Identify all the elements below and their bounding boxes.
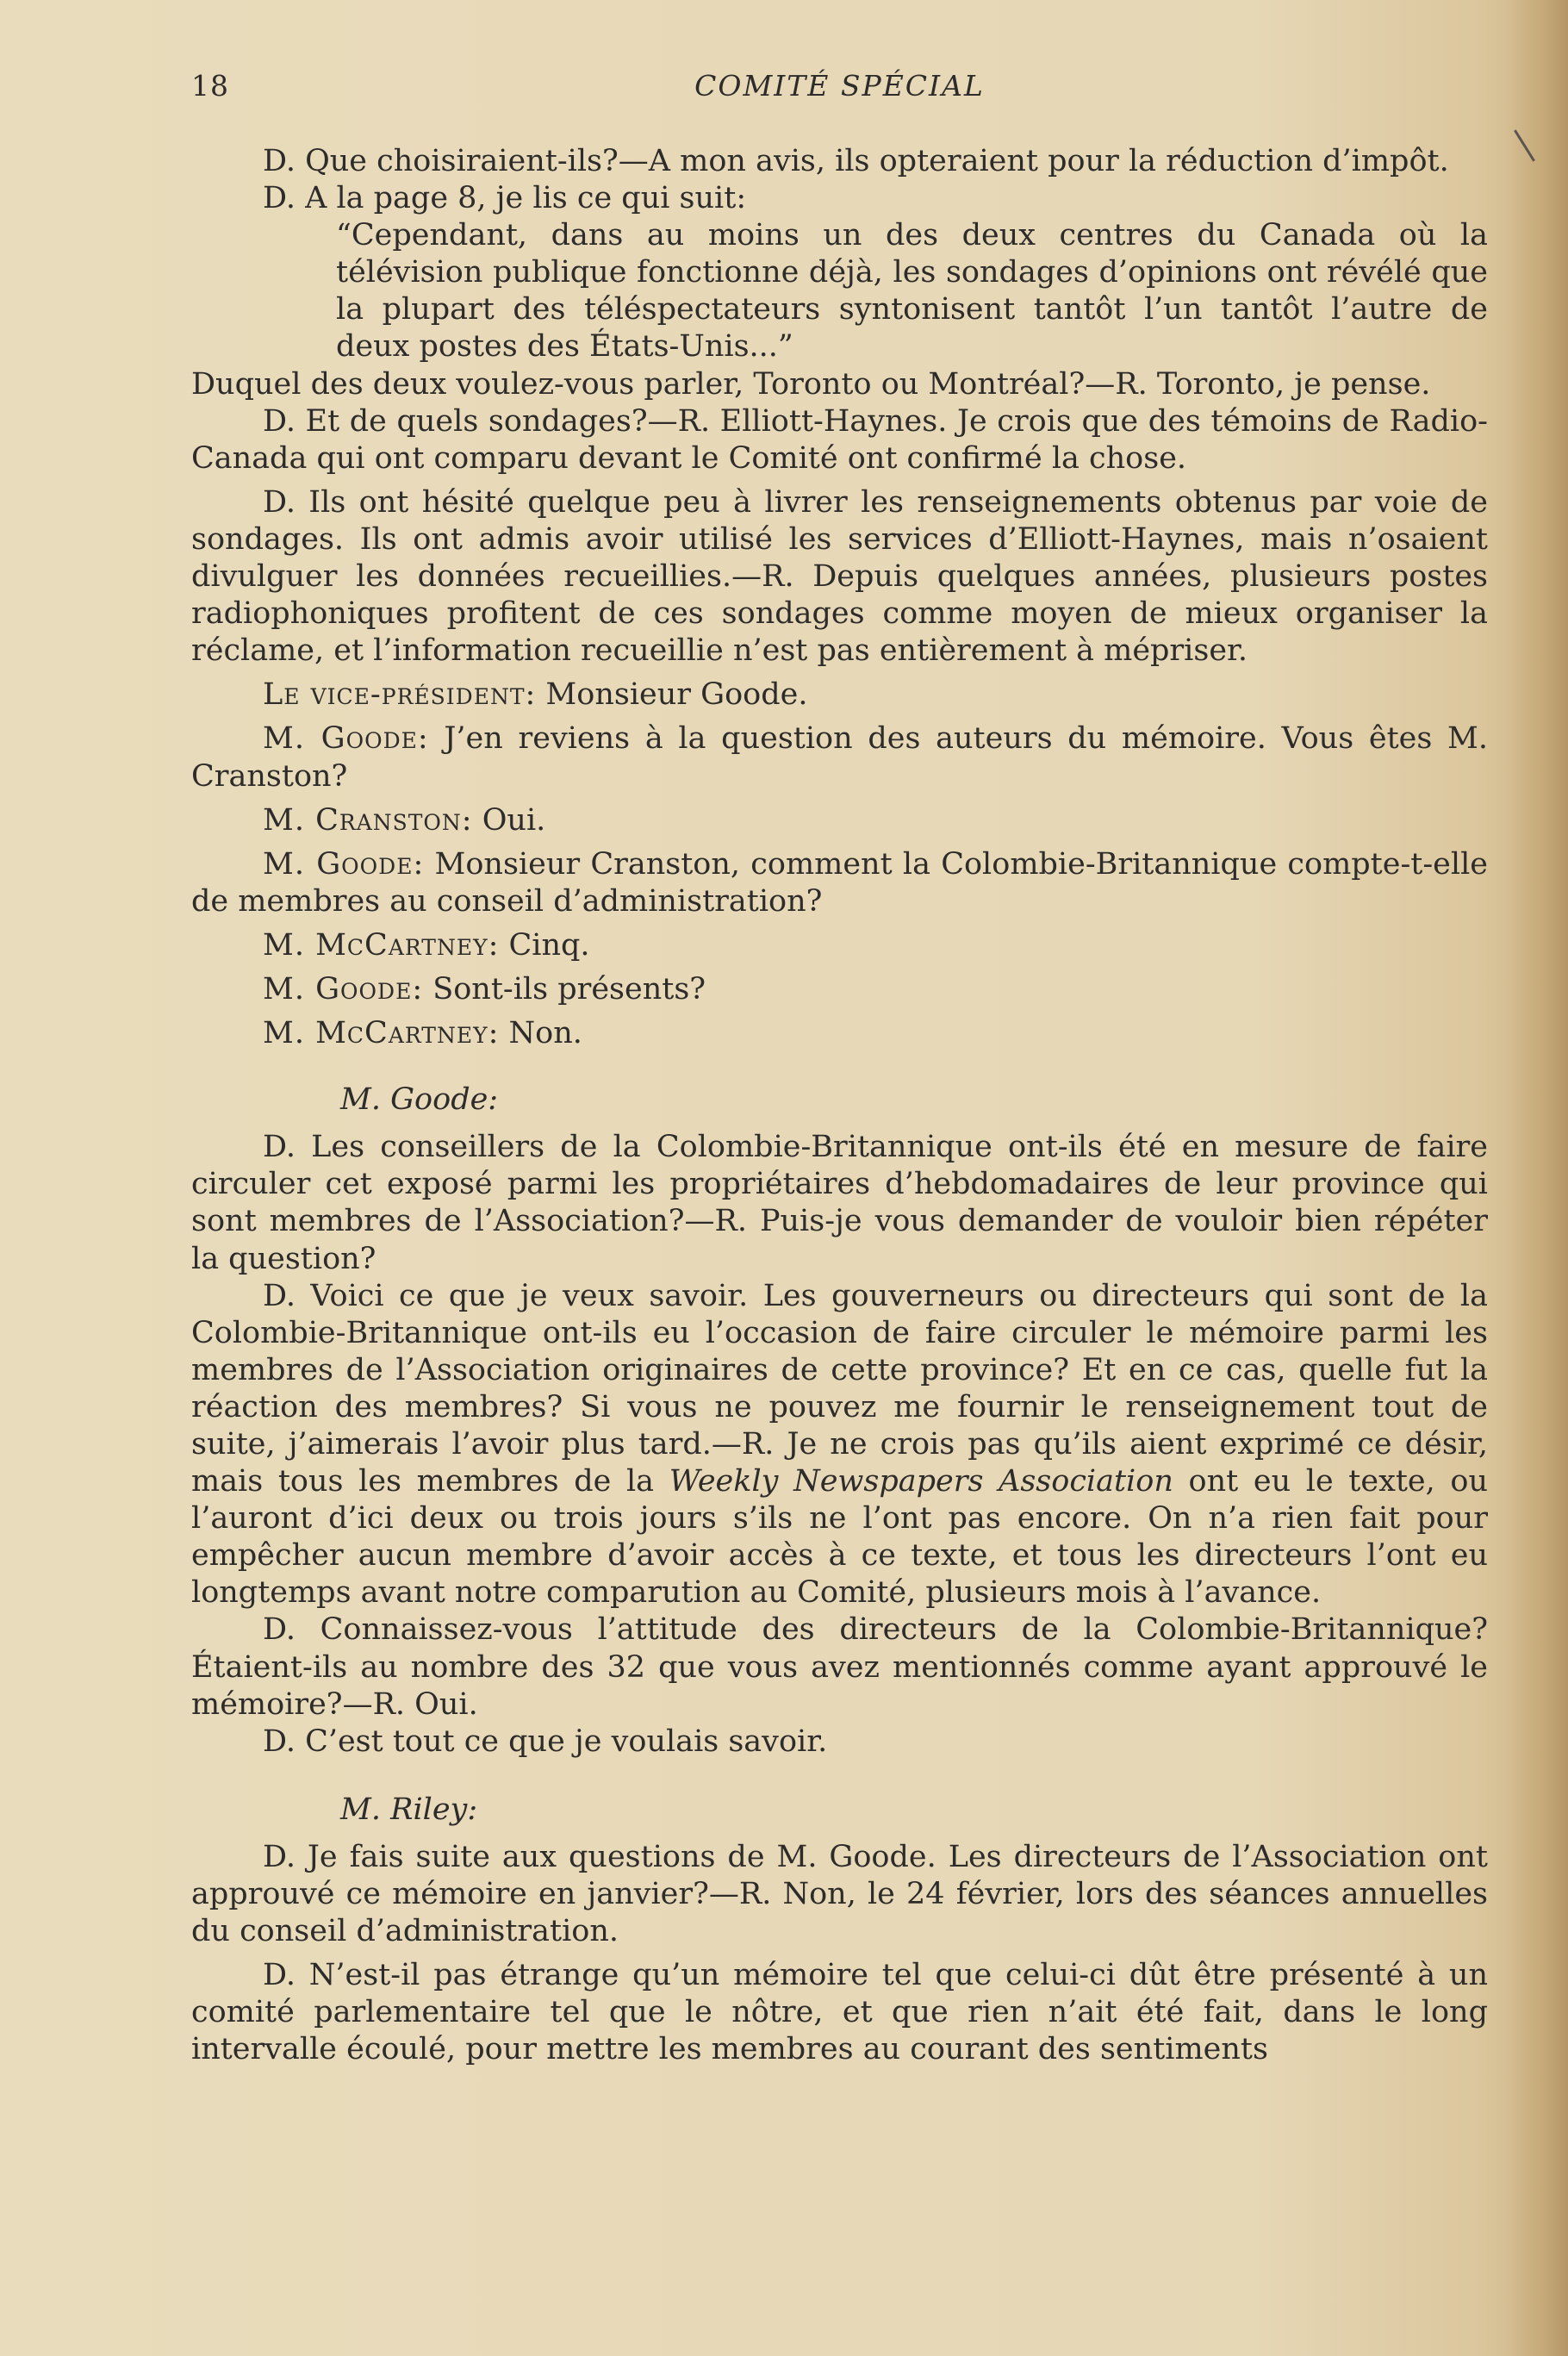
paragraph-text: ont eu le texte, ou l’auront d’ici deux ou trois jours s’ils ne l’ont pas encore. On n’a rien fait pour empêcher aucun membre d’avoir accès à ce texte, et tous les directeurs l’ont eu longtemps avant notre comparution au Comité, plusieurs mois à l’avance. (191, 1464, 1488, 1611)
speaker-text: Oui. (472, 802, 546, 838)
speaker-name: M. McCartney: (263, 927, 500, 963)
speaker-name: M. Cranston: (263, 802, 473, 838)
speaker-name: M. Goode: (263, 846, 425, 882)
page-header (191, 69, 1488, 112)
speaker-name: M. McCartney: (263, 1016, 500, 1051)
running-head: COMITÉ SPÉCIAL (694, 69, 985, 103)
paragraph: D. Je fais suite aux questions de M. Goode. Les directeurs de l’Association ont approuvé ce mémoire en janvier?—R. Non, le 24 février, lors des séances annuelles du conseil d’administration. (191, 1839, 1488, 1949)
page-edge-shadow (1508, 0, 1568, 2356)
paragraph: D. Connaissez-vous l’attitude des directeurs de la Colombie-Britannique? Étaient-ils au nombre des 32 que vous avez mentionnés comme ayant approuvé le mémoire?—R. Oui. (191, 1612, 1488, 1722)
speaker-line (191, 971, 1488, 1008)
speaker-text: J’en reviens à la question des auteurs du mémoire. Vous êtes M. Cranston? (191, 721, 1488, 794)
paragraph: D. C’est tout ce que je voulais savoir. (263, 1723, 828, 1759)
paragraph: D. Les conseillers de la Colombie-Britannique ont-ils été en mesure de faire circuler cet exposé parmi les propriétaires d’hebdomadaires de leur province qui sont membres de l’Association?—R. Puis-je vous demander de vouloir bien répéter la question? (191, 1130, 1488, 1276)
speaker-line (191, 676, 1488, 714)
speaker-text: Non. (499, 1016, 582, 1051)
paragraph: D. Ils ont hésité quelque peu à livrer les renseignements obtenus par voie de sondages. Ils ont admis avoir utilisé les services d’Elliott-Haynes, mais n’osaient divulguer les données recueillies.—R. Depuis quelques années, plusieurs postes radiophoniques profitent de ces sondages comme moyen de mieux organiser la réclame, et l’information recueillie n’est pas entièrement à mépriser. (191, 484, 1488, 669)
speaker-name: Le vice-président: (263, 677, 537, 713)
speaker-line (191, 1015, 1488, 1052)
speaker-line (191, 720, 1488, 795)
page-body (191, 143, 1488, 2069)
block-quote: “Cependant, dans au moins un des deux centres du Canada où la télévision publique fonctionne déjà, les sondages d’opinions ont révélé que la plupart des téléspectateurs syntonisent tantôt l’un tantôt l’autre de deux postes des États-Unis...” (336, 218, 1488, 365)
speaker-text: Cinq. (499, 927, 590, 963)
speaker-line (191, 802, 1488, 839)
speaker-line (191, 927, 1488, 964)
paragraph: D. Que choisiraient-ils?—A mon avis, ils opteraient pour la réduction d’impôt. (263, 144, 1449, 178)
section-heading: M. Goode: (340, 1082, 499, 1118)
speaker-line (191, 846, 1488, 920)
page-number: 18 (191, 69, 229, 103)
speaker-text: Monsieur Goode. (536, 677, 808, 713)
paragraph: Duquel des deux voulez-vous parler, Toronto ou Montréal?—R. Toronto, je pense. (191, 366, 1431, 402)
paragraph: D. A la page 8, je lis ce qui suit: (263, 181, 747, 216)
section-heading: M. Riley: (340, 1792, 478, 1827)
paragraph: D. Et de quels sondages?—R. Elliott-Haynes. Je crois que des témoins de Radio-Canada qui ont comparu devant le Comité ont confirmé la chose. (191, 403, 1488, 476)
speaker-name: M. Goode: (263, 971, 424, 1007)
speaker-text: Monsieur Cranston, comment la Colombie-Britannique compte-t-elle de membres au conseil d’administration? (191, 846, 1488, 919)
paragraph (191, 1278, 1488, 1612)
speaker-name: M. Goode: (263, 721, 429, 757)
italic-organization-name: Weekly Newspapers Association (669, 1464, 1173, 1499)
speaker-text: Sont-ils présents? (423, 971, 706, 1007)
paragraph-text: D. Voici ce que je veux savoir. Les gouverneurs ou directeurs qui sont de la Colombie-Britannique ont-ils eu l’occasion de faire circuler le mémoire parmi les membres de l’Association originaires de cette province? Et en ce cas, quelle fut la réaction des membres? Si vous ne pouvez me fournir le renseignement tout de suite, j’aimerais l’avoir plus tard.—R. Je ne crois pas qu’ils aient exprimé ce désir, mais tous les membres de la (191, 1278, 1488, 1499)
paragraph: D. N’est-il pas étrange qu’un mémoire tel que celui-ci dût être présenté à un comité parlementaire tel que le nôtre, et que rien n’ait été fait, dans le long intervalle écoulé, pour mettre les membres au courant des sentiments (191, 1958, 1488, 2067)
